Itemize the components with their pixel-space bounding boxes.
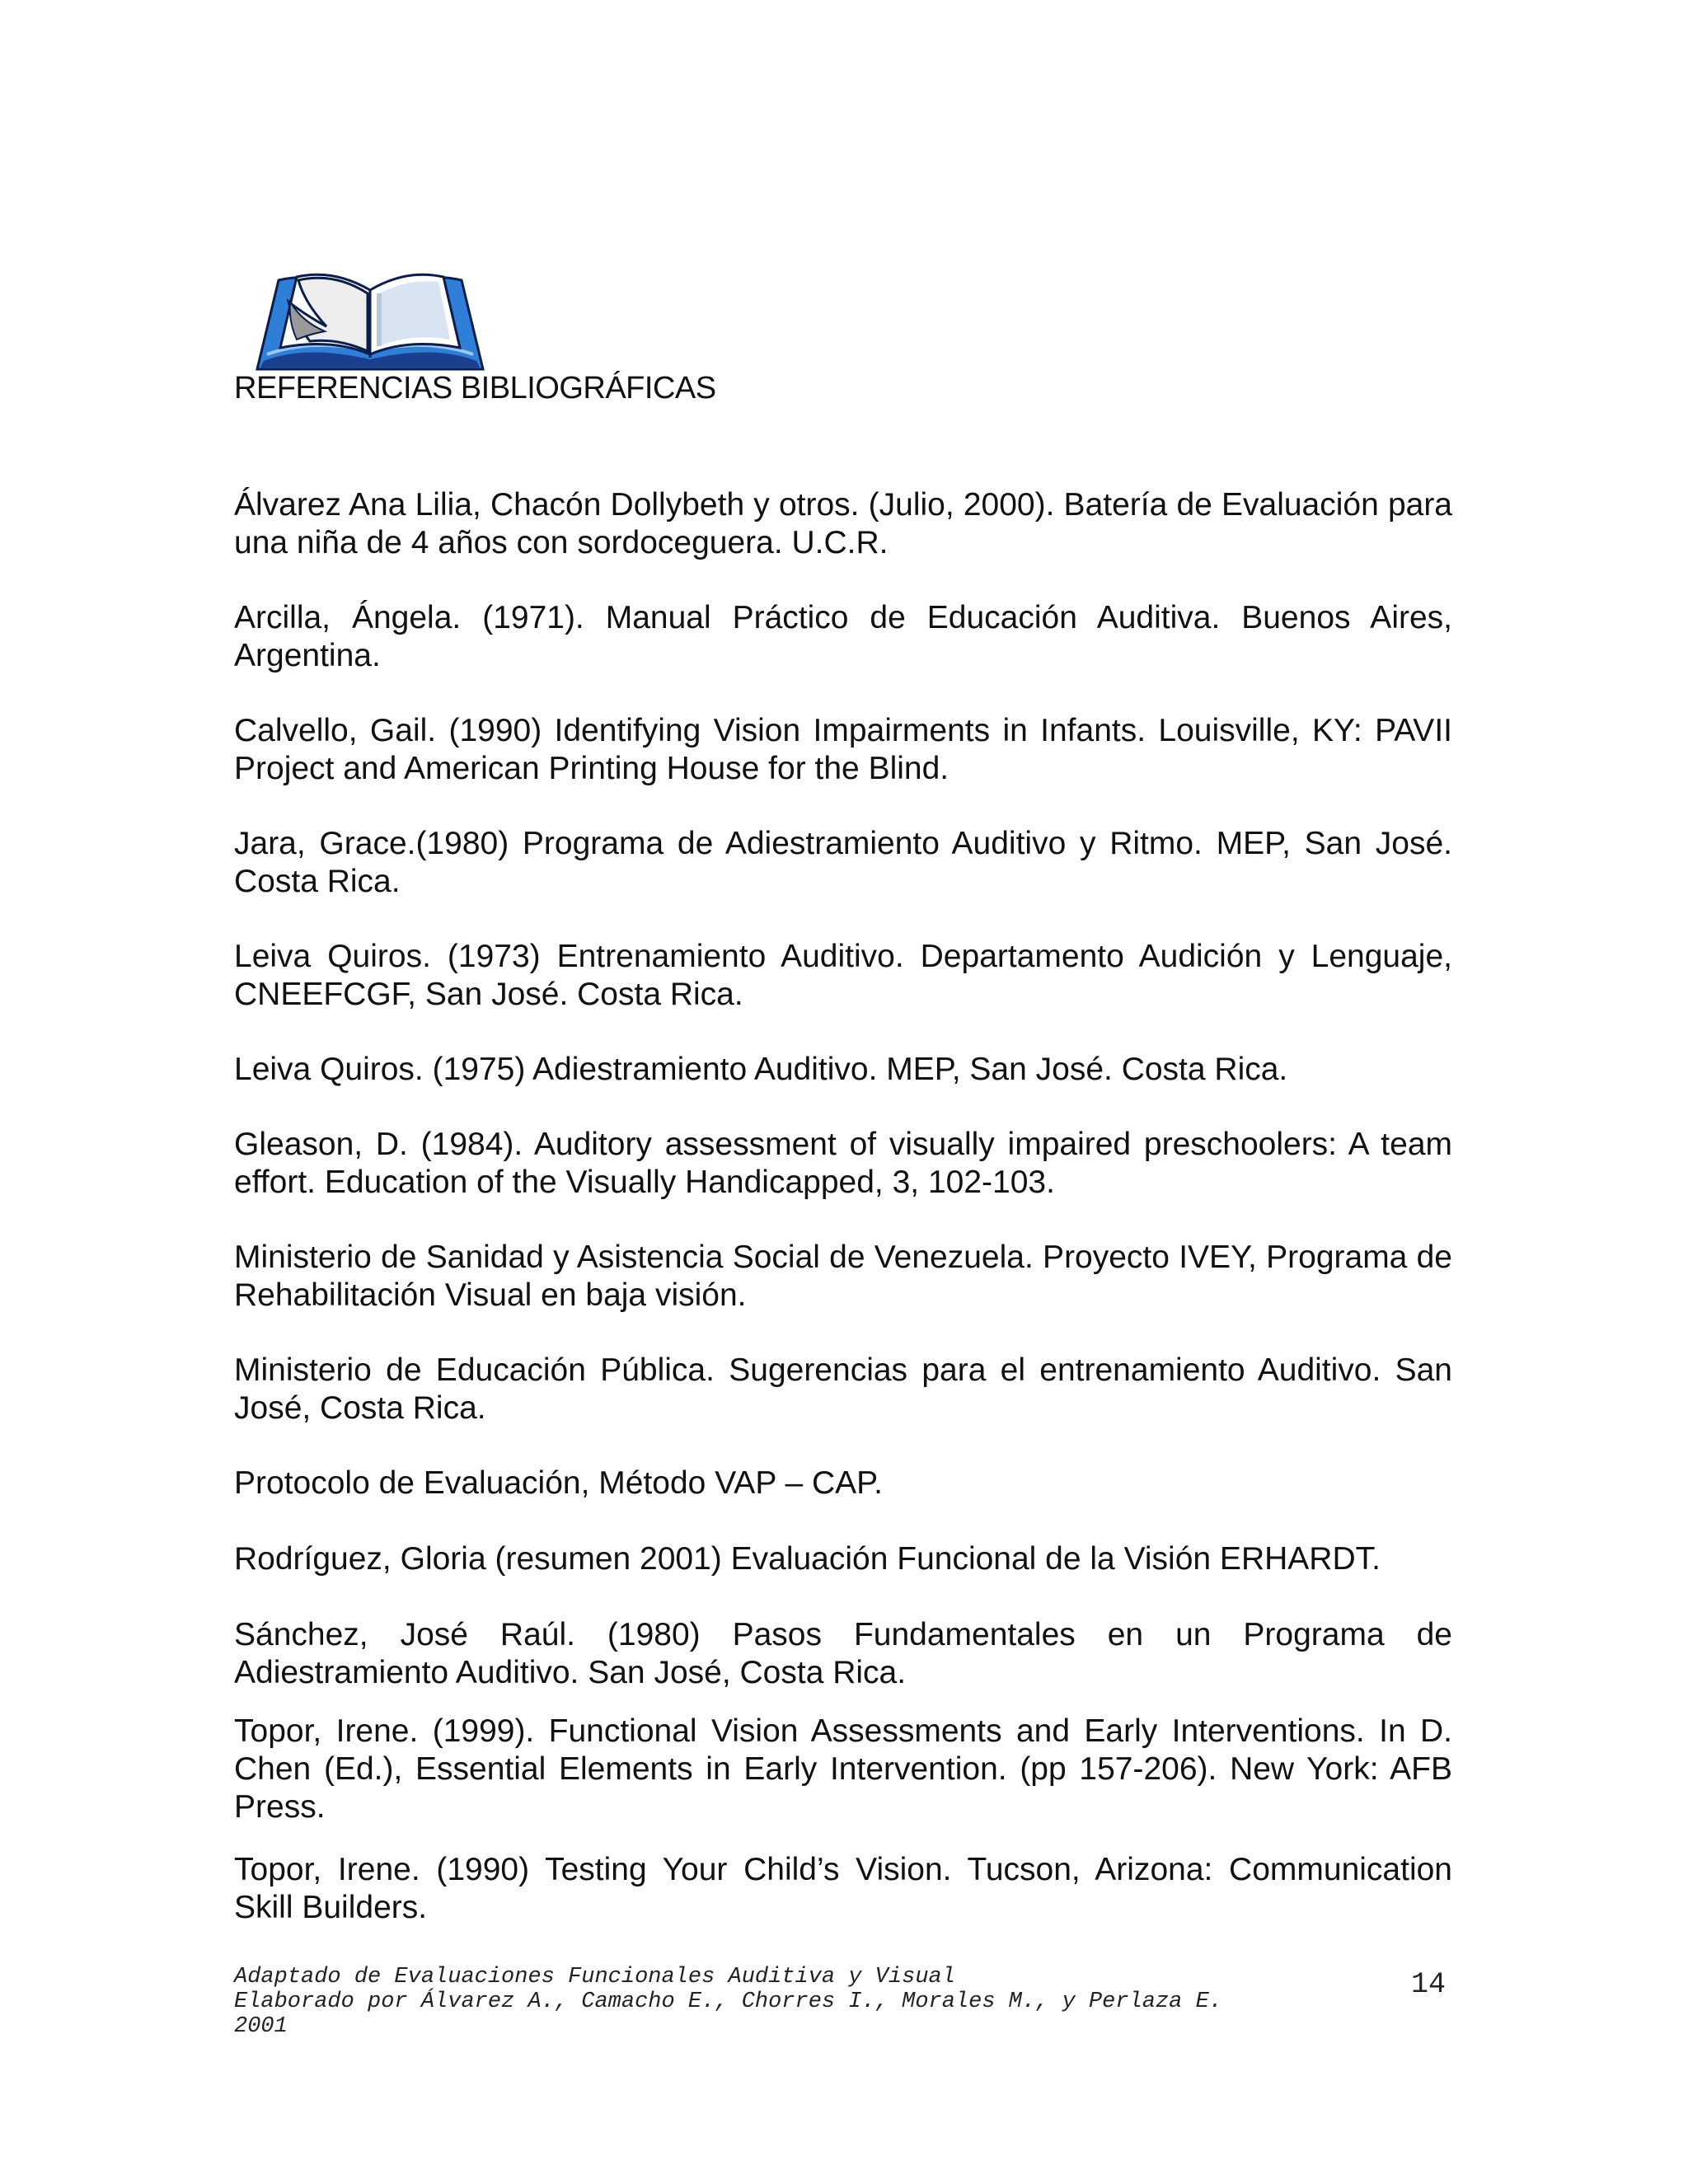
list-item: Jara, Grace.(1980) Programa de Adiestramiento Auditivo y Ritmo. MEP, San José. Costa Rica.: [234, 826, 1452, 899]
list-item: Ministerio de Sanidad y Asistencia Social de Venezuela. Proyecto IVEY, Programa de Rehabilitación Visual en baja visión.: [234, 1240, 1452, 1313]
list-item: Leiva Quiros. (1975) Adiestramiento Auditivo. MEP, San José. Costa Rica.: [234, 1052, 1288, 1087]
list-item: Leiva Quiros. (1973) Entrenamiento Auditivo. Departamento Audición y Lenguaje, CNEEFCGF, San José. Costa Rica.: [234, 939, 1452, 1012]
list-item: Rodríguez, Gloria (resumen 2001) Evaluación Funcional de la Visión ERHARDT.: [234, 1541, 1381, 1577]
page-footer: [234, 1965, 1222, 2039]
footer-line: Adaptado de Evaluaciones Funcionales Auditiva y Visual: [234, 1965, 955, 1990]
list-item: Sánchez, José Raúl. (1980) Pasos Fundamentales en un Programa de Adiestramiento Auditivo. San José, Costa Rica.: [234, 1617, 1452, 1690]
list-item: Álvarez Ana Lilia, Chacón Dollybeth y otros. (Julio, 2000). Batería de Evaluación para una niña de 4 años con sordoceguera. U.C.R.: [234, 487, 1452, 560]
list-item: Topor, Irene. (1999). Functional Vision Assessments and Early Interventions. In D. Chen (Ed.), Essential Elements in Early Intervention. (pp 157-206). New York: AFB Press.: [234, 1713, 1452, 1825]
page-title: REFERENCIAS BIBLIOGRÁFICAS: [234, 371, 716, 405]
page-number: 14: [1411, 1968, 1447, 2001]
list-item: Gleason, D. (1984). Auditory assessment of visually impaired preschoolers: A team effort. Education of the Visually Handicapped, 3, 102-103.: [234, 1127, 1452, 1200]
open-book-icon: [256, 269, 485, 372]
list-item: Topor, Irene. (1990) Testing Your Child’s Vision. Tucson, Arizona: Communication Skill Builders.: [234, 1852, 1452, 1925]
footer-line: 2001: [234, 2014, 288, 2039]
list-item: Ministerio de Educación Pública. Sugerencias para el entrenamiento Auditivo. San José, Costa Rica.: [234, 1352, 1452, 1426]
list-item: Calvello, Gail. (1990) Identifying Vision Impairments in Infants. Louisville, KY: PAVII Project and American Printing House for the Blind.: [234, 713, 1452, 786]
list-item: Protocolo de Evaluación, Método VAP – CAP.: [234, 1465, 883, 1501]
list-item: Arcilla, Ángela. (1971). Manual Práctico de Educación Auditiva. Buenos Aires, Argentina.: [234, 600, 1452, 673]
footer-line: Elaborado por Álvarez A., Camacho E., Chorres I., Morales M., y Perlaza E.: [234, 1990, 1222, 2014]
